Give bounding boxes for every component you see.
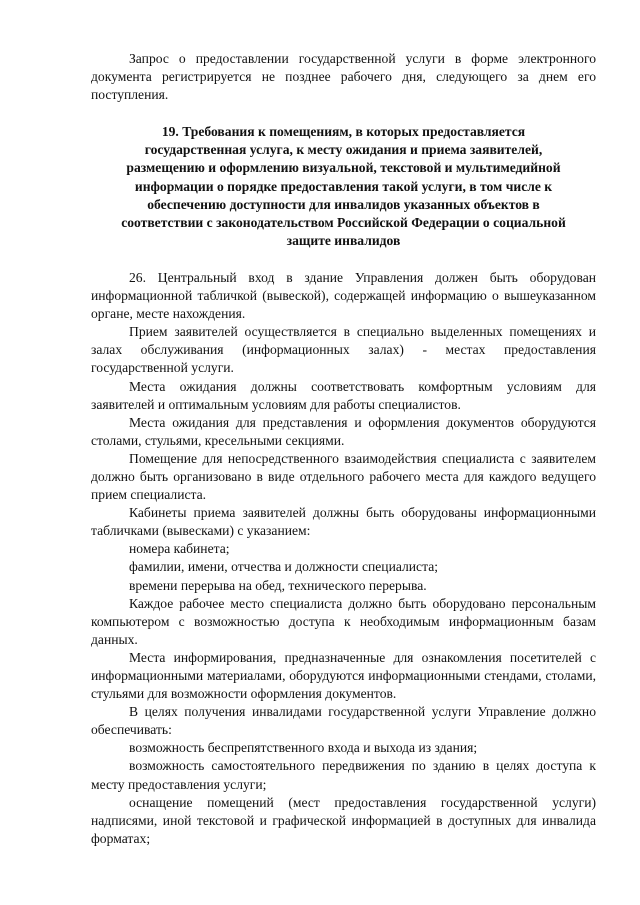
paragraph-disabled-access: В целях получения инвалидами государственной услуги Управление должно обеспечивать: [91,704,596,738]
paragraph-waiting-furniture: Места ожидания для представления и оформления документов оборудуются столами, стульями, кресельными секциями. [91,414,596,448]
paragraph-computer: Каждое рабочее место специалиста должно быть оборудовано персональным компьютером с возможностью доступа к необходимым информационным базам данных. [91,595,596,647]
paragraph-information-places: Места информирования, предназначенные для ознакомления посетителей с информационными материалами, оборудуются информационными стендами, столами, стульями для возможности оформления документов. [91,649,596,702]
paragraph-waiting-comfort: Места ожидания должны соответствовать комфортным условиям для заявителей и оптимальным условиям для работы специалистов. [91,378,596,412]
list-item-movement: возможность самостоятельного передвижения по зданию в целях доступа к месту предоставления услуги; [91,758,596,792]
list-item-specialist-name: фамилии, имени, отчества и должности специалиста; [129,559,439,575]
intro-paragraph: Запрос о предоставлении государственной услуги в форме электронного документа регистрируется не позднее рабочего дня, следующего за днем его поступления. [91,51,596,103]
document-body [91,50,596,848]
paragraph-cabinets: Кабинеты приема заявителей должны быть оборудованы информационными табличками (вывесками) с указанием: [91,505,596,539]
list-item-break-time: времени перерыва на обед, технического перерыва. [129,577,427,593]
section-heading: 19. Требования к помещениям, в которых предоставляется государственная услуга, к месту ожидания и приема заявителей, размещению и оформлению визуальной, текстовой и мультимедийной информации о порядке предоставления такой услуги, в том числе к обеспечению доступности для инвалидов указанных объектов в соответствии с законодательством Российской Федерации о социальной защите инвалидов [121,124,566,248]
list-item-cabinet-number: номера кабинета; [129,541,230,557]
list-item-entrance-exit: возможность беспрепятственного входа и выхода из здания; [129,740,478,756]
paragraph-workplace: Помещение для непосредственного взаимодействия специалиста с заявителем должно быть организовано в виде отдельного рабочего места для каждого ведущего прием специалиста. [91,450,596,503]
paragraph-reception: Прием заявителей осуществляется в специально выделенных помещениях и залах обслуживания (информационных залах) - местах предоставления государственной услуги. [91,324,596,376]
paragraph-entrance-sign: 26. Центральный вход в здание Управления должен быть оборудован информационной табличкой (вывеской), содержащей информацию о вышеуказанном органе, месте нахождения. [91,269,596,322]
list-item-signage: оснащение помещений (мест предоставления государственной услуги) надписями, иной текстовой и графической информацией в доступных для инвалида форматах; [91,794,596,846]
